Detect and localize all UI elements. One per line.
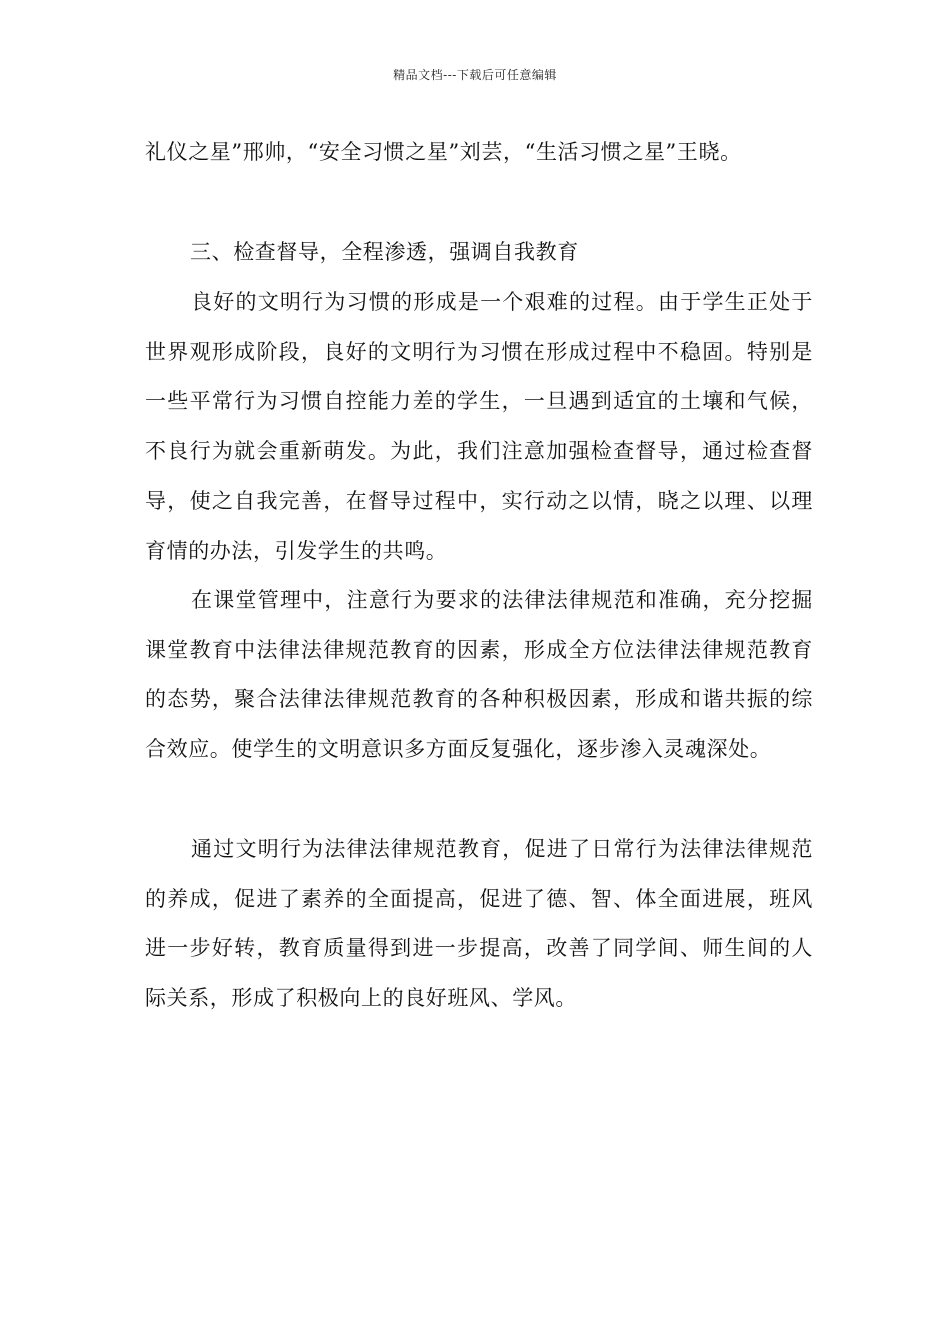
page-header: 精品文档---下载后可任意编辑 [393,68,557,82]
paragraph-3: 通过文明行为法律法律规范教育，促进了日常行为法律法律规范的养成，促进了素养的全面提高，促进了德、智、体全面进展，班风进一步好转，教育质量得到进一步提高，改善了同学间、师生间的人际关系，形成了积极向上的良好班风、学风。 [145,837,813,1011]
section-heading: 三、检查督导，全程渗透，强调自我教育 [190,240,579,264]
paragraph-1: 良好的文明行为习惯的形成是一个艰难的过程。由于学生正处于世界观形成阶段，良好的文明行为习惯在形成过程中不稳固。特别是一些平常行为习惯自控能力差的学生，一旦遇到适宜的土壤和气候，不良行为就会重新萌发。为此，我们注意加强检查督导，通过检查督导，使之自我完善，在督导过程中，实行动之以情，晓之以理、以理育情的办法，引发学生的共鸣。 [145,290,813,563]
paragraph-2: 在课堂管理中，注意行为要求的法律法律规范和准确，充分挖掘课堂教育中法律法律规范教育的因素，形成全方位法律法律规范教育的态势，聚合法律法律规范教育的各种积极因素，形成和谐共振的综合效应。使学生的文明意识多方面反复强化，逐步渗入灵魂深处。 [145,588,813,762]
continuation-paragraph: 礼仪之星”邢帅，“安全习惯之星”刘芸，“生活习惯之星”王晓。 [145,140,742,164]
